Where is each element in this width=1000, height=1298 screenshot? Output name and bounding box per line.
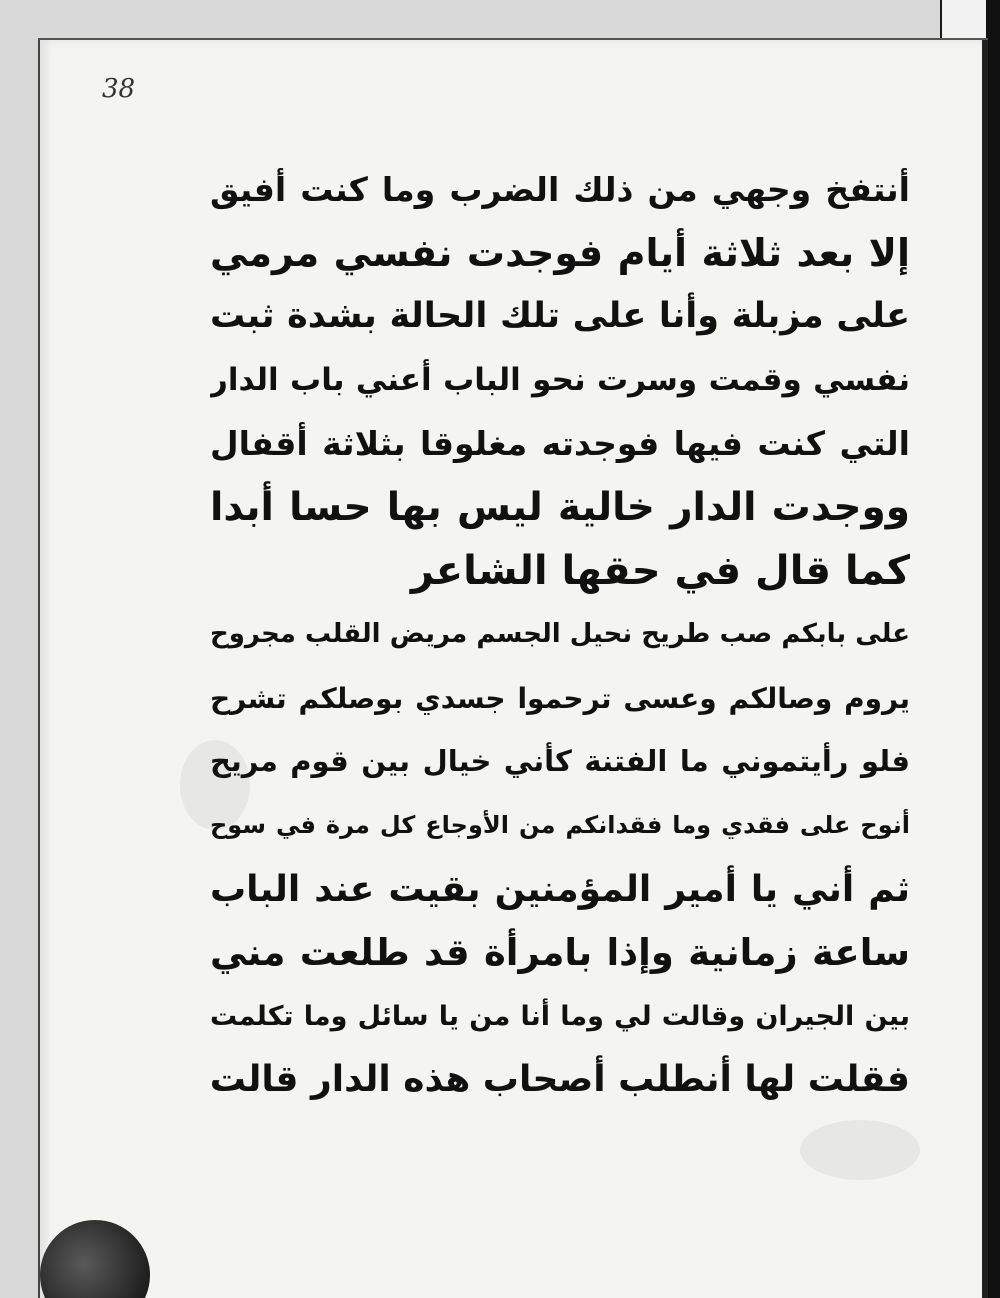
text-line: إلا بعد ثلاثة أيام فوجدت نفسي مرمي [210, 230, 910, 275]
scan-border [986, 0, 1000, 1298]
text-line: نفسي وقمت وسرت نحو الباب أعني باب الدار [210, 361, 910, 398]
text-line: فقلت لها أنطلب أصحاب هذه الدار قالت [210, 1059, 910, 1101]
page-edge [982, 40, 988, 1298]
ink-stain [800, 1120, 920, 1180]
verse-line: فلو رأيتموني ما الفتنة كأني خيال بين قوم مريح [210, 744, 910, 779]
text-line: ثم أني يا أمير المؤمنين بقيت عند الباب [210, 868, 910, 910]
verse-line: على بابكم صب طريح نحيل الجسم مريض القلب مجروح [210, 619, 910, 650]
text-line: بين الجيران وقالت لي وما أنا من يا سائل وما تكلمت [210, 1000, 910, 1032]
manuscript-text [210, 158, 910, 1112]
verse-line: يروم وصالكم وعسى ترحموا جسدي بوصلكم تشرح [210, 681, 910, 715]
text-line: على مزبلة وأنا على تلك الحالة بشدة ثبت [210, 296, 910, 337]
text-line: كما قال في حقها الشاعر [410, 547, 910, 594]
folio-number: 38 [102, 74, 136, 104]
text-line: أنتفخ وجهي من ذلك الضرب وما كنت أفيق [210, 170, 910, 209]
verse-line: أنوح على فقدي وما فقدانكم من الأوجاع كل مرة في سوح [210, 810, 910, 839]
text-line: ساعة زمانية وإذا بامرأة قد طلعت مني [210, 931, 910, 975]
text-line: ووجدت الدار خالية ليس بها حسا أبدا [210, 484, 910, 530]
text-line: التي كنت فيها فوجدته مغلوقا بثلاثة أقفال [210, 424, 910, 464]
manuscript-page [38, 38, 988, 1298]
